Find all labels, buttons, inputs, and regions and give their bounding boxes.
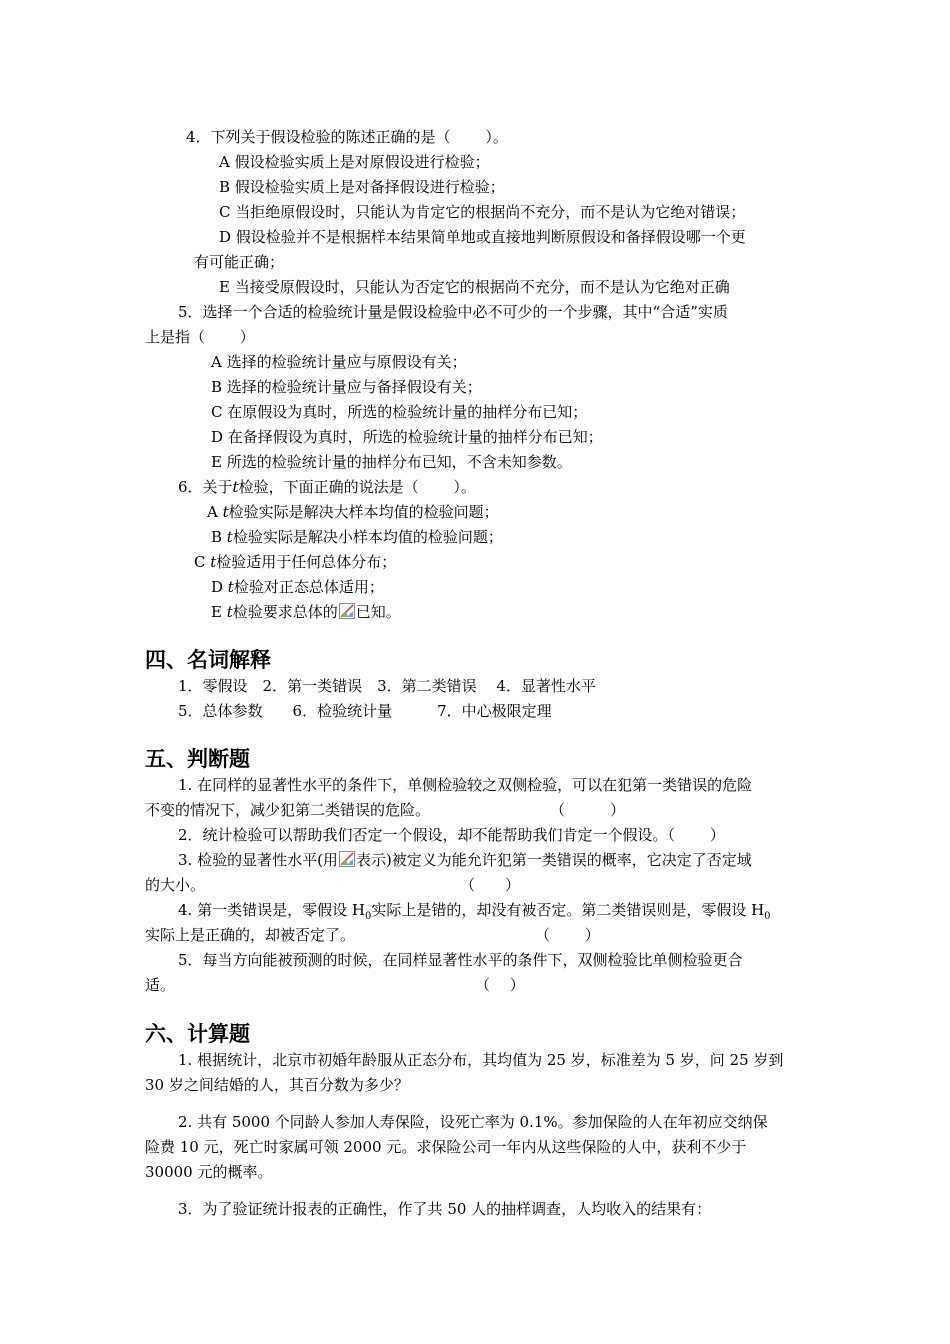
- q6-stem: 6．关于t检验，下面正确的说法是（ ）。: [178, 478, 476, 496]
- sec6-c2-line3: 30000 元的概率。: [145, 1163, 273, 1181]
- q4-stem: 4．下列关于假设检验的陈述正确的是（ ）。: [186, 128, 508, 146]
- sec5-q3-line2: 的大小。 （ ）: [145, 876, 521, 894]
- broken-image-icon: [339, 603, 355, 619]
- q5-stem-line2: 上是指（ ）: [145, 328, 255, 346]
- q6-option-d: D t检验对正态总体适用；: [211, 578, 384, 596]
- sec5-q2: 2．统计检验可以帮助我们否定一个假设，却不能帮助我们肯定一个假设。（ ）: [178, 826, 725, 844]
- q6-option-a: A t检验实际是解决大样本均值的检验问题；: [207, 503, 499, 521]
- sec6-c1-line2: 30 岁之间结婚的人，其百分数为多少？: [145, 1076, 409, 1094]
- sec6-c2-line2: 险费 10 元，死亡时家属可领 2000 元。求保险公司一年内从这些保险的人中，获利不少于: [145, 1138, 747, 1156]
- sec5-q1-line1: 1. 在同样的显著性水平的条件下，单侧检验较之双侧检验，可以在犯第一类错误的危险: [178, 776, 753, 794]
- q6-option-e: E t检验要求总体的 已知。: [211, 603, 401, 621]
- q4-option-d-line2: 有可能正确；: [194, 253, 285, 271]
- q4-option-a: A 假设检验实质上是对原假设进行检验；: [219, 153, 490, 171]
- section-5-title: 五、判断题: [145, 746, 250, 771]
- sec5-q4-line1: 4. 第一类错误是，零假设 $H_0$实际上是错的，却没有被否定。第二类错误则是，零假设 $H_0$: [178, 901, 771, 922]
- section-4-title: 四、名词解释: [145, 647, 271, 672]
- q6-option-c: C t检验适用于任何总体分布；: [194, 553, 397, 571]
- q5-option-b: B 选择的检验统计量应与备择假设有关；: [211, 378, 482, 396]
- sec4-terms-row1: 1．零假设 2．第一类错误 3．第二类错误 4．显著性水平: [178, 677, 596, 695]
- sec5-q4-line2: 实际上是正确的，却被否定了。 （ ）: [145, 926, 600, 944]
- sec5-q3-line1: 3. 检验的显著性水平(用 表示)被定义为能允许犯第一类错误的概率，它决定了否定域: [178, 851, 752, 869]
- q5-option-c: C 在原假设为真时，所选的检验统计量的抽样分布已知；: [211, 403, 588, 421]
- q5-option-d: D 在备择假设为真时，所选的检验统计量的抽样分布已知；: [211, 428, 603, 446]
- section-6-title: 六、计算题: [145, 1021, 250, 1046]
- q5-option-a: A 选择的检验统计量应与原假设有关；: [211, 353, 467, 371]
- sec5-q1-line2: 不变的情况下，减少犯第二类错误的危险。 （ ）: [145, 801, 626, 819]
- sec6-c3-line1: 3．为了验证统计报表的正确性，作了共 50 人的抽样调查，人均收入的结果有：: [178, 1200, 712, 1218]
- q6-option-b: B t检验实际是解决小样本均值的检验问题；: [211, 528, 503, 546]
- sec4-terms-row2: 5．总体参数 6．检验统计量 7．中心极限定理: [178, 702, 552, 720]
- broken-image-icon: [339, 851, 355, 867]
- q4-option-c: C 当拒绝原假设时，只能认为肯定它的根据尚不充分，而不是认为它绝对错误；: [219, 203, 746, 221]
- q4-option-b: B 假设检验实质上是对备择假设进行检验；: [219, 178, 505, 196]
- q4-option-e: E 当接受原假设时，只能认为否定它的根据尚不充分，而不是认为它绝对正确: [219, 278, 730, 296]
- sec5-q5-line2: 适。 （ ）: [145, 976, 525, 994]
- q5-option-e: E 所选的检验统计量的抽样分布已知，不含未知参数。: [211, 453, 572, 471]
- sec6-c1-line1: 1. 根据统计，北京市初婚年龄服从正态分布，其均值为 25 岁，标准差为 5 岁，问 25 岁到: [178, 1051, 784, 1069]
- sec6-c2-line1: 2. 共有 5000 个同龄人参加人寿保险，设死亡率为 0.1%。参加保险的人在年初应交纳保: [178, 1113, 768, 1131]
- q5-stem-line1: 5．选择一个合适的检验统计量是假设检验中必不可少的一个步骤，其中“合适”实质: [178, 303, 728, 321]
- sec5-q5-line1: 5．每当方向能被预测的时候，在同样显著性水平的条件下，双侧检验比单侧检验更合: [178, 951, 743, 969]
- q4-option-d-line1: D 假设检验并不是根据样本结果简单地或直接地判断原假设和备择假设哪一个更: [219, 228, 746, 246]
